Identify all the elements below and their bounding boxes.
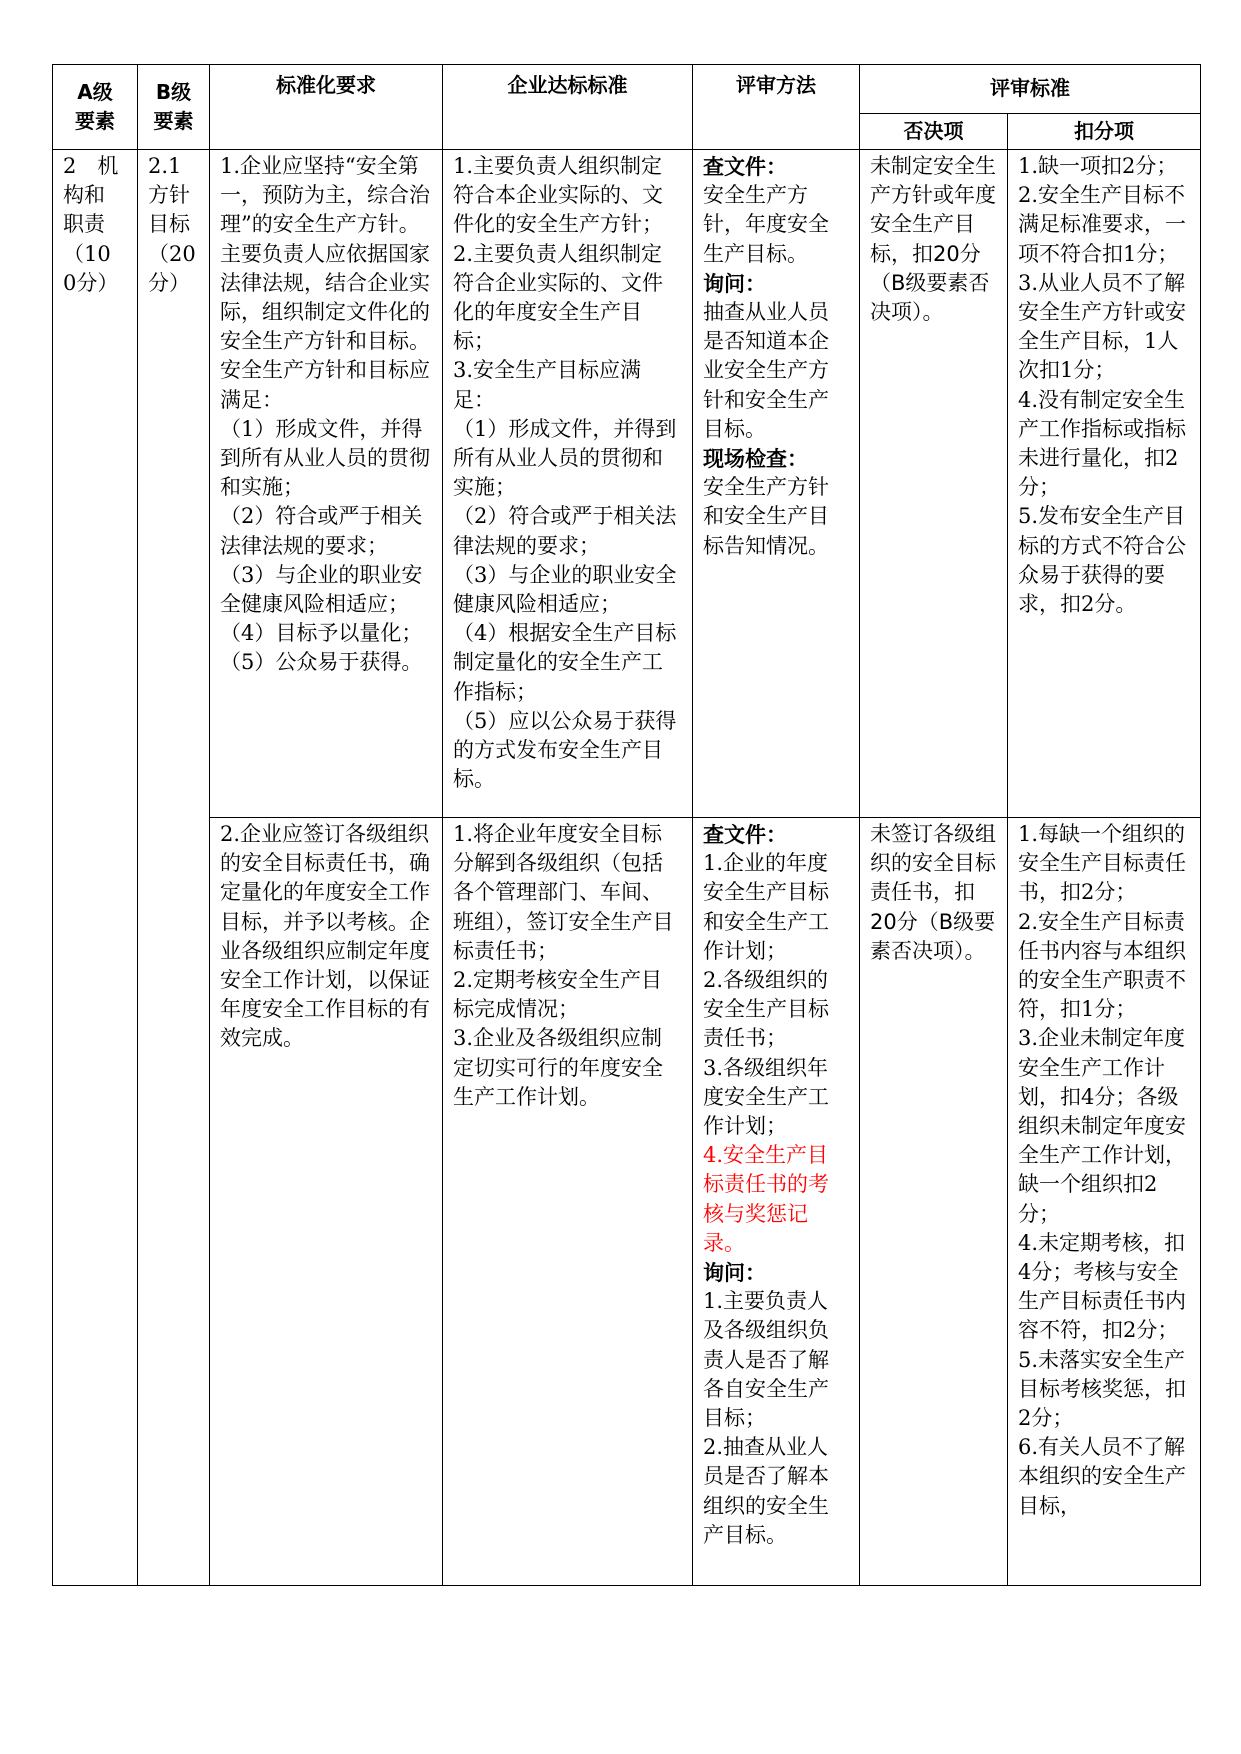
header-a-level: A级 要素 xyxy=(53,65,138,150)
table-row xyxy=(53,150,1201,818)
header-veto: 否决项 xyxy=(860,114,1008,150)
requirement-cell: 2.企业应签订各级组织的安全目标责任书，确定量化的年度安全工作目标，并予以考核。企业各级组织应制定年度安全工作计划，以保证年度安全工作目标的有效完成。 xyxy=(210,818,443,1586)
table-row xyxy=(53,818,1201,1586)
requirement-cell: 1.企业应坚持“安全第一，预防为主，综合治理”的安全生产方针。主要负责人应依据国家法律法规，结合企业实际，组织制定文件化的安全生产方针和目标。安全生产方针和目标应满足： （1）形成文件，并得到所有从业人员的贯彻和实施； （2）符合或严于相关法律法规的要求； （3）与企业的职业安全健康风险相适应； （4）目标予以量化； （5）公众易于获得。 xyxy=(210,150,443,818)
header-enterprise-standard: 企业达标标准 xyxy=(443,65,693,150)
a-element-cell: 2 机 构和 职责 （10 0分） xyxy=(53,150,138,1586)
header-review-method: 评审方法 xyxy=(693,65,860,150)
header-b-level: B级 要素 xyxy=(138,65,210,150)
header-review-criteria: 评审标准 xyxy=(860,65,1201,114)
evaluation-table xyxy=(52,64,1201,1586)
enterprise-standard-cell: 1.将企业年度安全目标分解到各级组织（包括各个管理部门、车间、班组），签订安全生产目标责任书； 2.定期考核安全生产目标完成情况； 3.企业及各级组织应制定切实可行的年度安全生产工作计划。 xyxy=(443,818,693,1586)
veto-cell: 未签订各级组织的安全目标责任书，扣20分（B级要素否决项）。 xyxy=(860,818,1008,1586)
header-deduct: 扣分项 xyxy=(1008,114,1201,150)
header-standard-requirement: 标准化要求 xyxy=(210,65,443,150)
review-method-cell: 查文件： 安全生产方针，年度安全生产目标。 询问： 抽查从业人员是否知道本企业安全生产方针和安全生产目标。 现场检查： 安全生产方针和安全生产目标告知情况。 xyxy=(693,150,860,818)
review-method-cell: 查文件： 1.企业的年度安全生产目标和安全生产工作计划； 2.各级组织的安全生产目标责任书； 3.各级组织年度安全生产工作计划； 4.安全生产目标责任书的考核与奖惩记录。 询问： 1.主要负责人及各级组织负责人是否了解各自安全生产目标； 2.抽查从业人员是否了解本组织的安全生产目标。 xyxy=(693,818,860,1586)
deduct-cell: 1.缺一项扣2分； 2.安全生产目标不满足标准要求，一项不符合扣1分； 3.从业人员不了解安全生产方针或安全生产目标，1人次扣1分； 4.没有制定安全生产工作指标或指标未进行量化，扣2分； 5.发布安全生产目标的方式不符合公众易于获得的要求，扣2分。 xyxy=(1008,150,1201,818)
deduct-cell: 1.每缺一个组织的安全生产目标责任书，扣2分； 2.安全生产目标责任书内容与本组织的安全生产职责不符，扣1分； 3.企业未制定年度安全生产工作计划，扣4分；各级组织未制定年度安全生产工作计划，缺一个组织扣2分； 4.未定期考核，扣4分；考核与安全生产目标责任书内容不符，扣2分； 5.未落实安全生产目标考核奖惩，扣2分； 6.有关人员不了解本组织的安全生产目标， xyxy=(1008,818,1201,1586)
veto-cell: 未制定安全生产方针或年度安全生产目标，扣20分（B级要素否决项）。 xyxy=(860,150,1008,818)
b-element-cell: 2.1 方针 目标 （20 分） xyxy=(138,150,210,1586)
enterprise-standard-cell: 1.主要负责人组织制定符合本企业实际的、文件化的安全生产方针； 2.主要负责人组织制定符合企业实际的、文件化的年度安全生产目标； 3.安全生产目标应满足： （1）形成文件，并得到所有从业人员的贯彻和实施； （2）符合或严于相关法律法规的要求； （3）与企业的职业安全健康风险相适应； （4）根据安全生产目标制定量化的安全生产工作指标； （5）应以公众易于获得的方式发布安全生产目标。 xyxy=(443,150,693,818)
